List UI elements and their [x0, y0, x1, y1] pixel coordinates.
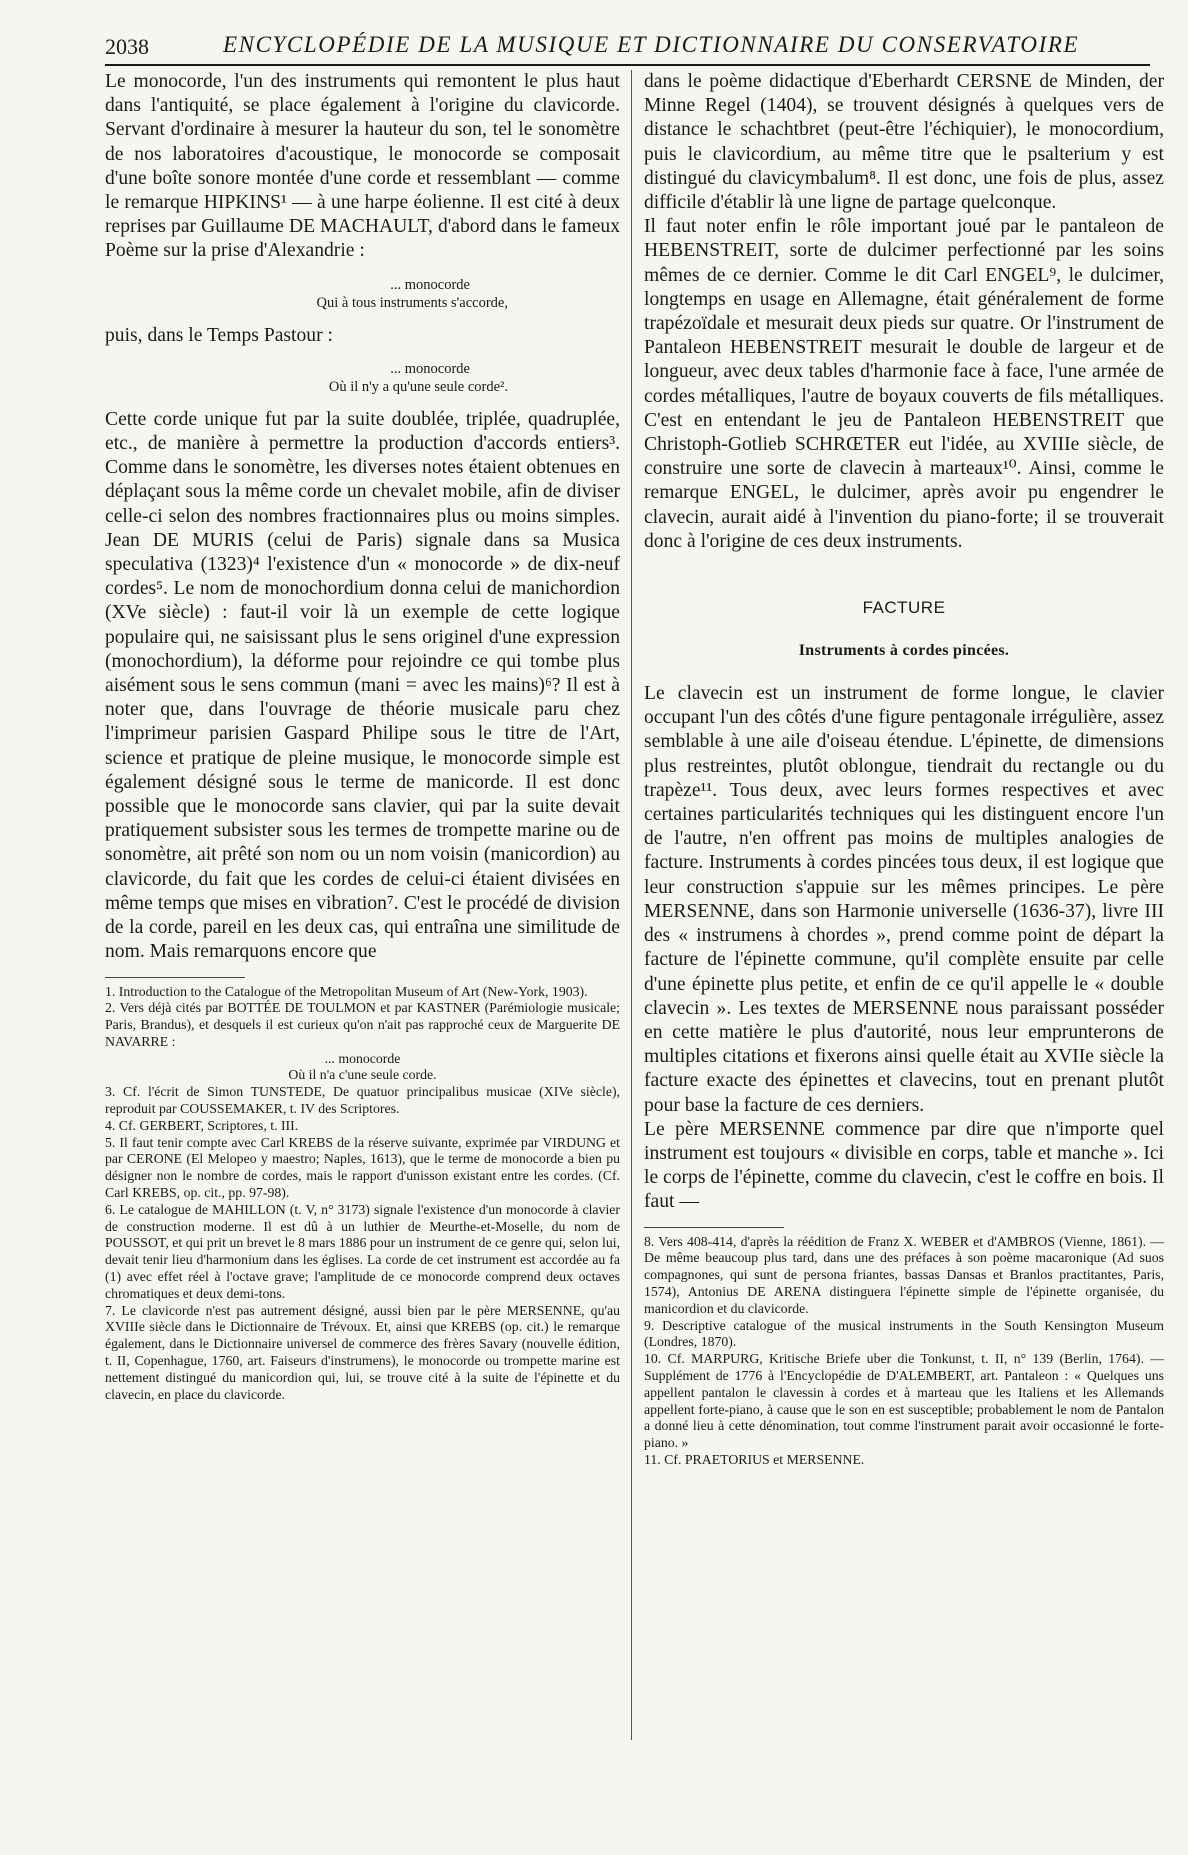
left-paragraph-1: Le monocorde, l'un des instruments qui remontent le plus haut dans l'antiquité, se place également à l'origine du clavicorde. Servant d'ordinaire à mesurer la hauteur du son, tel le sonomètre de nos laboratoires d'acoustique, le monocorde se composait d'une boîte sonore montée d'une corde et ressemblant — comme le remarque HIPKINS¹ — à une harpe éolienne. Il est cité à deux reprises par Guillaume DE MACHAULT, d'abord dans le fameux Poème sur la prise d'Alexandrie : — [105, 71, 620, 262]
footnote-rule — [644, 1227, 784, 1228]
right-paragraph-1: dans le poème didactique d'Eberhardt CERSNE de Minden, der Minne Regel (1404), se trouvent désignés à quelques vers de distance le schachtbret (peut-être l'échiquier), le monocordium, puis le clavicordium, au même titre que le psalterium y est distingué du clavicymbalum⁸. Il est donc, une fois de plus, assez difficile d'établir là une ligne de partage quelconque. — [644, 71, 1164, 214]
verse-line: ... monocorde — [390, 360, 470, 377]
footnote-6: 6. Le catalogue de MAHILLON (t. V, n° 3173) signale l'existence d'un monocorde à clavier de construction moderne. Il est dû à un luthier de Meurthe-et-Moselle, du nom de POUSSOT, et qui prit un brevet le 8 mars 1886 pour un instrument de ce genre qui, selon lui, devait tenir lieu d'harmonium dans les églises. La corde de cet instrument est accordée au fa (1) avec effet réel à l'octave grave; l'amplitude de ce monocorde comprend deux octaves chromatiques et deux demi-tons. — [105, 1201, 620, 1301]
right-paragraph-2: Il faut noter enfin le rôle important joué par le pantaleon de HEBENSTREIT, sorte de dulcimer perfectionné par les soins mêmes de ce dernier. Comme le dit Carl ENGEL⁹, le dulcimer, longtemps en usage en Allemagne, était généralement de forme trapézoïdale et mesurait deux pieds sur quatre. Or l'instrument de Pantaleon HEBENSTREIT mesurait le double de largeur et de longueur, avec deux tables d'harmonie face à face, l'une armée de cordes métalliques, l'autre de boyaux couverts de fils métalliques. C'est en entendant le jeu de Pantaleon HEBENSTREIT que Christoph-Gotlieb SCHRŒTER eut l'idée, au XVIIIe siècle, de construire une sorte de clavecin à marteaux¹⁰. Ainsi, comme le remarque ENGEL, le dulcimer, après avoir pu engendrer le clavecin, aurait aidé à l'invention du piano-forte; il se trouverait donc à l'origine de ces deux instruments. — [644, 216, 1164, 552]
verse-line: ... monocorde — [390, 276, 470, 293]
section-heading: FACTURE — [862, 598, 946, 618]
footnote-4: 4. Cf. GERBERT, Scriptores, t. III. — [105, 1117, 299, 1133]
verse-quote-1 — [105, 276, 620, 312]
footnote-7: 7. Le clavicorde n'est pas autrement désigné, aussi bien par le père MERSENNE, qu'au XVIIIe siècle dans le Dictionnaire de Trévoux. Et, ainsi que KREBS (op. cit.) le remarque également, dans le Dictionnaire universel de commerce des frères Savary (nouvelle édition, t. II, Copenhague, 1760, art. Faiseurs d'instrumens), le monocorde ou trompette marine est nettement distingué du manicordion qui, lui, se trouve cité à la suite de l'épinette et du clavecin, en place du clavicorde. — [105, 1302, 620, 1402]
right-paragraph-4: Le père MERSENNE commence par dire que n'importe quel instrument est toujours « divisible en corps, table et manche ». Ici le corps de l'épinette, comme du clavecin, c'est le coffre en bois. Il faut — — [644, 1118, 1164, 1213]
footnote-9: 9. Descriptive catalogue of the musical instruments in the South Kensington Museum (Londres, 1870). — [644, 1317, 1164, 1350]
footnote-rule — [105, 977, 245, 978]
running-header — [105, 30, 1150, 66]
page-number: 2038 — [105, 34, 149, 59]
verse-line: Où il n'y a qu'une seule corde². — [328, 378, 508, 395]
verse-quote-2 — [105, 360, 620, 396]
footnote-2-verse-b: Où il n'a c'une seule corde. — [288, 1067, 437, 1083]
left-paragraph-3: Cette corde unique fut par la suite doublée, triplée, quadruplée, etc., de manière à permettre la production d'accords entiers³. Comme dans le sonomètre, les diverses notes étaient obtenues en déplaçant sous la même corde un chevalet mobile, afin de diviser celle-ci selon des nombres fractionnaires plus ou moins simples. Jean DE MURIS (celui de Paris) signale dans sa Musica speculativa (1323)⁴ l'existence d'un « monocorde » de dix-neuf cordes⁵. Le nom de monochordium donna celui de manichordion (XVe siècle) : faut-il voir là un exemple de cette logique populaire qui, ne saisissant plus le sens originel d'une expression (monochordium), la déforme pour rejoindre ce qui tombe plus aisément sous le sens commun (mani = avec les mains)⁶? Il est à noter que, dans l'ouvrage de théorie musicale paru chez l'imprimeur parisien Gaspard Philipe sous le titre de l'Art, science et pratique de pleine musique, le monocorde simple est également désigné sous le terme de manicorde. Il est donc possible que le monocorde sans clavier, qui par la suite devait pratiquement subsister sous les termes de trompette marine ou de sonomètre, ait prêté son nom ou un nom voisin (manicordion) au clavicorde, du fait que les cordes de celui-ci étaient divisées en même temps que mises en vibration⁷. C'est le procédé de division de la corde, pareil en les deux cas, qui entraîna une similitude de nom. Mais remarquons encore que — [105, 408, 620, 963]
footnote-3: 3. Cf. l'écrit de Simon TUNSTEDE, De quatuor principalibus musicae (XIVe siècle), reproduit par COUSSEMAKER, t. IV des Scriptores. — [105, 1084, 620, 1117]
footnote-1: 1. Introduction to the Catalogue of the Metropolitan Museum of Art (New-York, 1903). — [105, 983, 588, 999]
left-paragraph-2: puis, dans le Temps Pastour : — [105, 324, 333, 346]
footnote-8: 8. Vers 408-414, d'après la réédition de Franz X. WEBER et d'AMBROS (Vienne, 1861). — De même beaucoup plus tard, dans une des préfaces à son poème macaronique (Ad suos compagnones, qui sunt de persona friantes, bassas Dansas et Branlos practitantes, Paris, 1574), Antonius DE ARENA distinguera l'épinette simple de l'épinette organisée, du manicordion et du clavicorde. — [644, 1233, 1164, 1316]
column-divider — [631, 70, 632, 1740]
footnote-2-verse-a: ... monocorde — [324, 1050, 401, 1066]
running-title: ENCYCLOPÉDIE DE LA MUSIQUE ET DICTIONNAIRE DU CONSERVATOIRE — [223, 32, 1080, 57]
footnote-10: 10. Cf. MARPURG, Kritische Briefe uber die Tonkunst, t. II, n° 139 (Berlin, 1764). — Supplément de 1776 à l'Encyclopédie de D'ALEMBERT, art. Pantaleon : « Quelques uns appellent pantalon le clavessin à cordes et à marteau que les Italiens et les Allemands appellent forte-piano, à cause que le son en est susceptible; probablement le nom de Pantalon a donné lieu à cette dénomination, tout comme l'instrument parait avoir occasionné le forte-piano. » — [644, 1351, 1164, 1451]
section-subheading: Instruments à cordes pincées. — [798, 642, 1010, 660]
right-column — [644, 70, 1164, 1469]
right-paragraph-3: Le clavecin est un instrument de forme longue, le clavier occupant l'un des côtés d'une figure pentagonale irrégulière, assez semblable à une aile d'oiseau étendue. L'épinette, de dimensions plus restreintes, plutôt oblongue, tiendrait du rectangle ou du trapèze¹¹. Tous deux, avec leurs formes respectives et avec certaines particularités techniques qui les distinguent encore l'un de l'autre, n'en offrent pas moins de multiples analogies de facture. Instruments à cordes pincées tous deux, il est logique que leur construction s'appuie sur les mêmes principes. Le père MERSENNE, dans son Harmonie universelle (1636-37), livre III des « instrumens à chordes », prend comme point de départ la facture de l'épinette commune, qu'il complète ensuite par celle d'une épinette plus petite, et enfin de ce qu'il appelle le « double clavecin ». Les textes de MERSENNE nous paraissant posséder en cette matière le plus d'autorité, nous leur emprunterons de multiples citations et fixerons ainsi quelle était au XVIIe siècle la facture exacte des épinettes et clavecins, tout en prenant plutôt pour base la facture de ces derniers. — [644, 683, 1164, 1116]
left-column — [105, 70, 620, 1403]
footnote-11: 11. Cf. PRAETORIUS et MERSENNE. — [644, 1451, 865, 1467]
verse-line: Qui à tous instruments s'accorde, — [316, 294, 508, 311]
footnote-2: 2. Vers déjà cités par BOTTÉE DE TOULMON et par KASTNER (Parémiologie musicale; Paris, Brandus), et desquels il est curieux qu'on n'ait pas rapproché ceux de Marguerite DE NAVARRE : — [105, 1000, 620, 1049]
footnote-5: 5. Il faut tenir compte avec Carl KREBS de la réserve suivante, exprimée par VIRDUNG et par CERONE (El Melopeo y maestro; Naples, 1613), que le terme de monocorde a bien pu désigner non le nombre de cordes, mais le rapport d'unisson existant entre les cordes. (Cf. Carl KREBS, op. cit., pp. 97-98). — [105, 1134, 620, 1201]
